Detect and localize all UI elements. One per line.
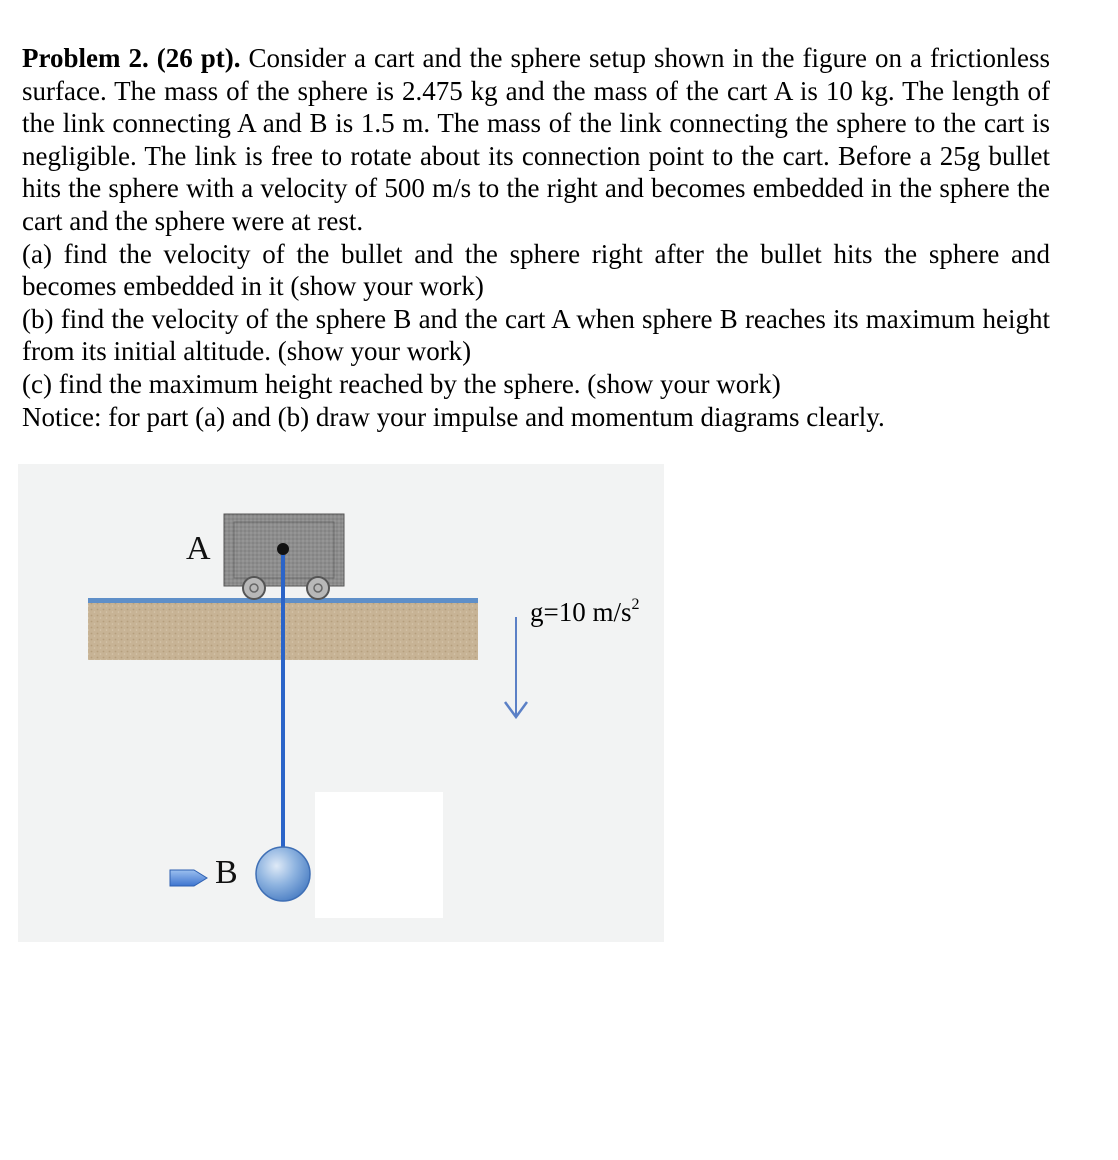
problem-intro: Consider a cart and the sphere setup shown in the figure on a frictionless surface. The mass of the sphere is 2.475 kg and the mass of the cart A is 10 kg. The length of the link connecting A and B is 1.5 m. The mass of the link connecting the sphere to the cart is negligible. The link is free to rotate about its connection point to the cart. Before a 25g bullet hits the sphere with a velocity of 500 m/s to the right and becomes embedded in the sphere the cart and the sphere were at rest. [22,43,1050,236]
pivot-point [277,543,289,555]
problem-intro-paragraph [22,42,1050,238]
problem-statement [22,42,1050,433]
problem-heading: Problem 2. (26 pt). [22,43,241,73]
part-a: (a) find the velocity of the bullet and the sphere right after the bullet hits the sphere and becomes embedded in it (show your work) [22,238,1050,302]
gravity-label-exponent: 2 [631,596,640,613]
gravity-label [530,596,640,628]
sphere-label-b: B [215,854,238,891]
white-patch [315,792,443,918]
figure-drawing [18,464,664,942]
cart-label-a: A [186,530,211,567]
cart-wheel-right [307,577,329,599]
cart-wheel-left [243,577,265,599]
sphere-b [256,847,310,901]
gravity-label-text: g=10 m/s [530,597,632,627]
part-b: (b) find the velocity of the sphere B and the cart A when sphere B reaches its maximum height from its initial altitude. (show your work) [22,303,1050,367]
notice: Notice: for part (a) and (b) draw your impulse and momentum diagrams clearly. [22,401,885,432]
cart-sphere-figure [18,464,664,942]
part-c: (c) find the maximum height reached by the sphere. (show your work) [22,368,781,399]
